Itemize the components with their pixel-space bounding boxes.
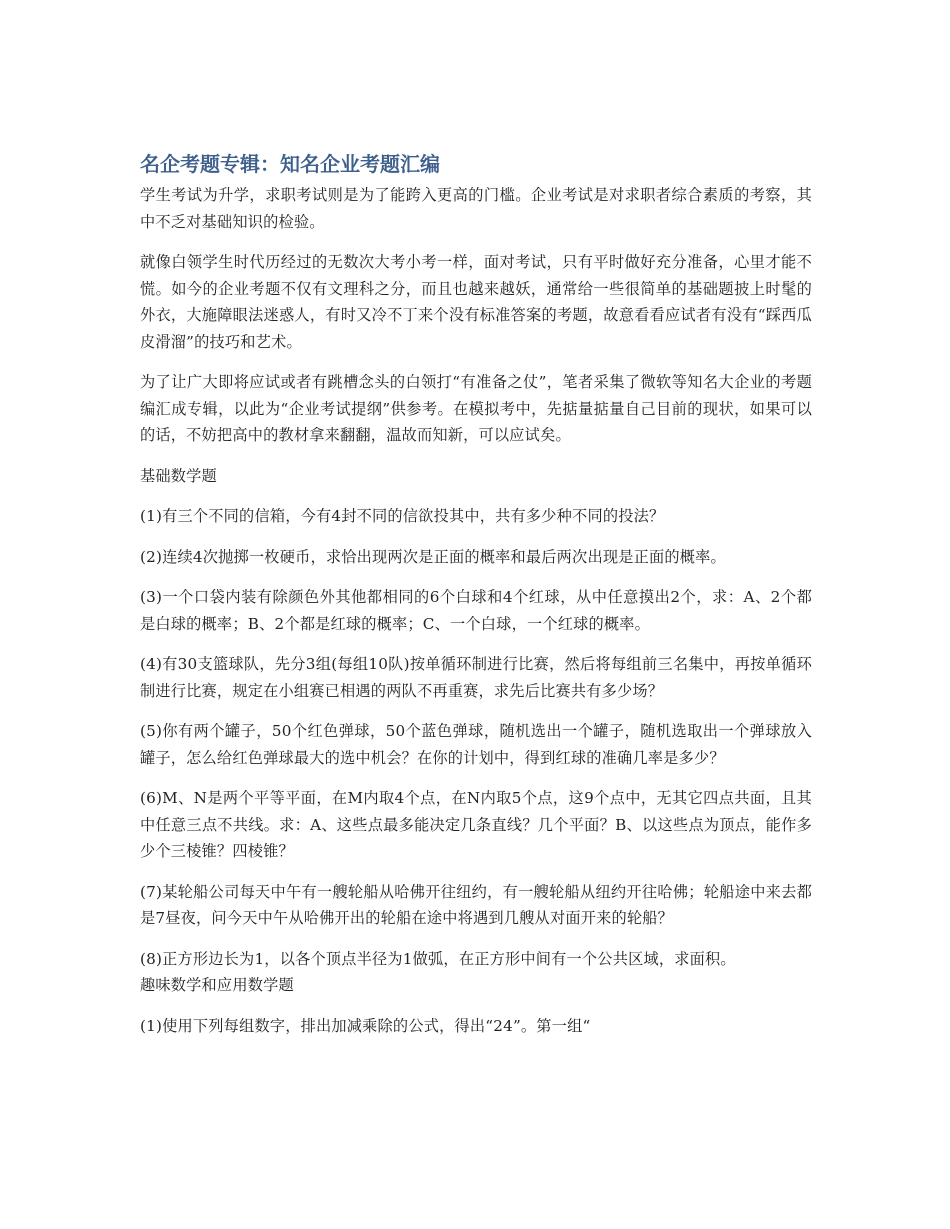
question-item: (4)有30支篮球队，先分3组(每组10队)按单循环制进行比赛，然后将每组前三名集中，再按单循环制进行比赛，规定在小组赛已相遇的两队不再重赛，求先后比赛共有多少场？: [140, 655, 812, 700]
question-item: (8)正方形边长为1，以各个顶点半径为1做弧，在正方形中间有一个公共区域，求面积。: [140, 949, 736, 968]
question-item: (1)使用下列每组数字，排出加减乘除的公式，得出“24”。第一组“: [140, 1016, 591, 1035]
preparation-paragraph: 就像白领学生时代历经过的无数次大考小考一样，面对考试，只有平时做好充分准备，心里才能不慌。如今的企业考题不仅有文理科之分，而且也越来越妖，通常给一些很简单的基础题披上时髦的外衣，大施障眼法迷惑人，有时又冷不丁来个没有标准答案的考题，故意看看应试者有没有“踩西瓜皮滑溜”的技巧和艺术。: [140, 253, 812, 351]
purpose-paragraph: 为了让广大即将应试或者有跳槽念头的白领打“有准备之仗”，笔者采集了微软等知名大企业的考题编汇成专辑，以此为“企业考试提纲”供参考。在模拟考中，先掂量掂量自己目前的现状，如果可以的话，不妨把高中的教材拿来翻翻，温故而知新，可以应试矣。: [140, 373, 812, 444]
section-heading-basic-math: 基础数学题: [140, 466, 217, 485]
question-item: (2)连续4次抛掷一枚硬币，求恰出现两次是正面的概率和最后两次出现是正面的概率。: [140, 547, 726, 566]
document-body: [140, 148, 812, 1053]
section-heading-fun-math: 趣味数学和应用数学题: [140, 976, 294, 994]
question-item: (5)你有两个罐子，50个红色弹球，50个蓝色弹球，随机选出一个罐子，随机选取出一个弹球放入罐子，怎么给红色弹球最大的选中机会？在你的计划中，得到红球的准确几率是多少？: [140, 722, 812, 767]
intro-paragraph: 学生考试为升学，求职考试则是为了能跨入更高的门槛。企业考试是对求职者综合素质的考察，其中不乏对基础知识的检验。: [140, 186, 812, 231]
question-item: (6)M、N是两个平等平面，在M内取4个点，在N内取5个点，这9个点中，无其它四点共面，且其中任意三点不共线。求：A、这些点最多能决定几条直线？几个平面？B、以这些点为顶点，能作多少个三棱锥？四棱锥？: [140, 789, 812, 860]
question-item: (3)一个口袋内装有除颜色外其他都相同的6个白球和4个红球，从中任意摸出2个，求：A、2个都是白球的概率；B、2个都是红球的概率；C、一个白球，一个红球的概率。: [140, 588, 812, 633]
question-item: (7)某轮船公司每天中午有一艘轮船从哈佛开往纽约，有一艘轮船从纽约开往哈佛；轮船途中来去都是7昼夜，问今天中午从哈佛开出的轮船在途中将遇到几艘从对面开来的轮船？: [140, 882, 812, 927]
document-title: 名企考题专辑：知名企业考题汇编: [140, 152, 440, 176]
question-item: (1)有三个不同的信箱，今有4封不同的信欲投其中，共有多少种不同的投法？: [140, 507, 665, 525]
